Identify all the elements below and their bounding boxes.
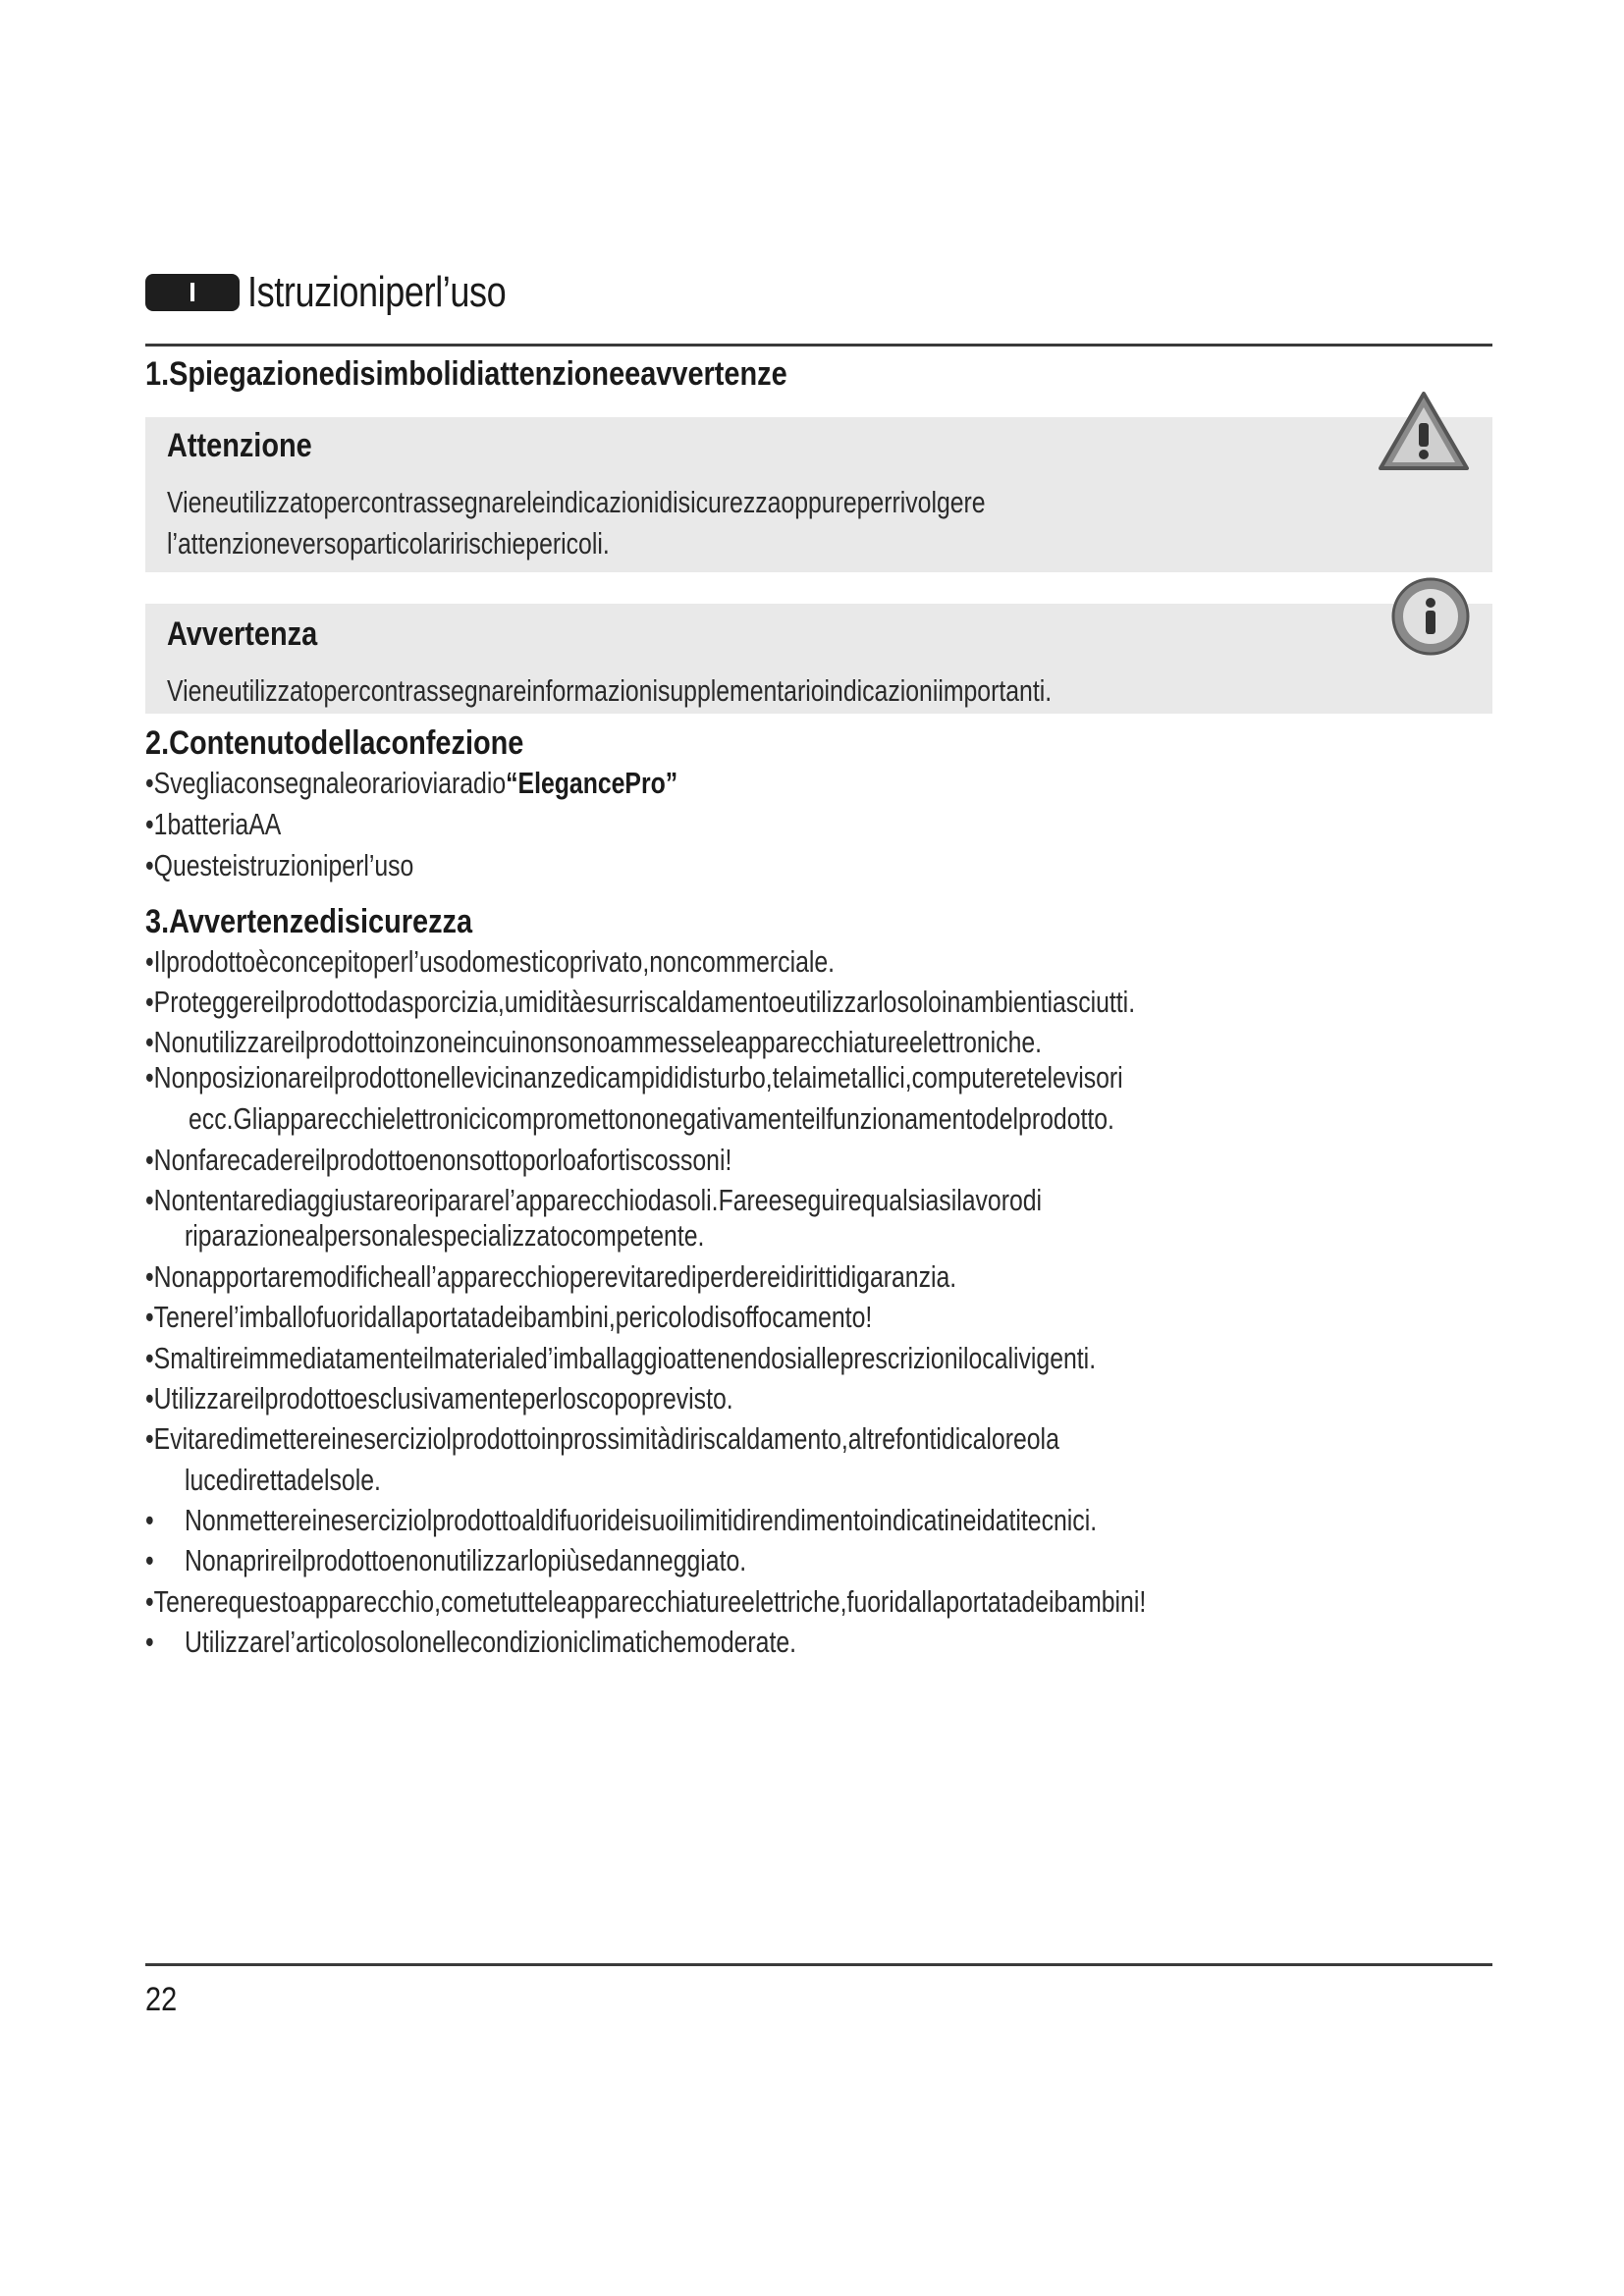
list-item-text: •Svegliaconsegnaleorarioviaradio [145, 766, 507, 800]
safety-line: •Smaltireimmediatamenteilmaterialed’imballaggioattenendosialleprescrizionilocalivigenti. [145, 1341, 1097, 1375]
list-item [145, 766, 677, 801]
section-1-heading: 1.Spiegazionedisimbolidiattenzioneeavvertenze [145, 355, 787, 393]
language-badge: I [145, 274, 240, 311]
page-title: Istruzioniperl’uso [247, 268, 507, 316]
safety-line: •Nontentarediaggiustareoripararel’apparecchiodasoli.Fareeseguirequalsiasilavorodi [145, 1183, 1043, 1217]
attention-notice [145, 417, 1492, 572]
safety-line: Utilizzarel’articolosolonellecondizioniclimatichemoderate. [185, 1625, 797, 1659]
safety-line: •Nonposizionareilprodottonellevicinanzedicampididisturbo,telaimetallici,computeretelevisori [145, 1060, 1123, 1095]
safety-line: Nonmettereineserciziolprodottoaldifuorideisuoilimitidirendimentoindicatineidatitecnici. [185, 1503, 1098, 1537]
page-header [145, 263, 1492, 322]
list-item: •Questeistruzioniperl’uso [145, 848, 414, 882]
note-title: Avvertenza [167, 615, 318, 653]
manual-page [145, 0, 1492, 2296]
attention-title: Attenzione [167, 427, 312, 464]
safety-line-continuation: riparazionealpersonalespecializzatocompetente. [185, 1218, 705, 1253]
safety-line: •Tenerequestoapparecchio,cometutteleapparecchiatureelettriche,fuoridallaportatadeibambini! [145, 1584, 1147, 1619]
safety-line: •Tenerel’imballofuoridallaportatadeibambini,pericolodisoffocamento! [145, 1300, 873, 1334]
bullet: • [145, 1543, 154, 1577]
section-3-heading: 3.Avvertenzedisicurezza [145, 903, 473, 940]
safety-line-continuation: ecc.Gliapparecchielettronicicompromettononegativamenteilfunzionamentodelprodotto. [189, 1101, 1114, 1136]
safety-line-continuation: lucedirettadelsole. [185, 1463, 381, 1497]
product-name: “ElegancePro” [506, 766, 678, 800]
list-item: •1batteriaAA [145, 807, 282, 841]
attention-text-line-2: l’attenzioneversoparticolaririschiepericoli. [167, 526, 610, 561]
safety-line: Nonaprireilprodottoenonutilizzarlopiùsedanneggiato. [185, 1543, 747, 1577]
attention-text-line-1: Vieneutilizzatopercontrassegnareleindicazionidisicurezzaoppureperrivolgere [167, 485, 986, 519]
note-text-line-1: Vieneutilizzatopercontrassegnareinformazionisupplementarioindicazioniimportanti. [167, 673, 1053, 708]
section-2-heading: 2.Contenutodellaconfezione [145, 724, 524, 762]
safety-line: •Ilprodottoèconcepitoperl’usodomesticoprivato,noncommerciale. [145, 944, 836, 979]
note-notice [145, 604, 1492, 714]
info-circle-icon [1390, 576, 1471, 662]
safety-line: •Nonfarecadereilprodottoenonsottoporloafortiscossoni! [145, 1143, 732, 1177]
header-rule [145, 344, 1492, 347]
page-number: 22 [145, 1981, 178, 2018]
bullet: • [145, 1503, 154, 1537]
safety-line: •Proteggereilprodottodasporcizia,umiditàesurriscaldamentoeutilizzarlosoloinambientiasciutti. [145, 985, 1136, 1019]
safety-line: •Evitaredimettereineserciziolprodottoinprossimitàdiriscaldamento,altrefontidicaloreola [145, 1421, 1059, 1456]
safety-line: •Nonapportaremodificheall’apparecchioperevitarediperdereidirittidigaranzia. [145, 1259, 957, 1294]
bullet: • [145, 1625, 154, 1659]
warning-triangle-icon [1377, 390, 1471, 479]
safety-line: •Nonutilizzareilprodottoinzoneincuinonsonoammesseleapparecchiatureelettroniche. [145, 1025, 1043, 1059]
footer-rule [145, 1963, 1492, 1966]
safety-line: •Utilizzareilprodottoesclusivamenteperloscopoprevisto. [145, 1381, 733, 1415]
